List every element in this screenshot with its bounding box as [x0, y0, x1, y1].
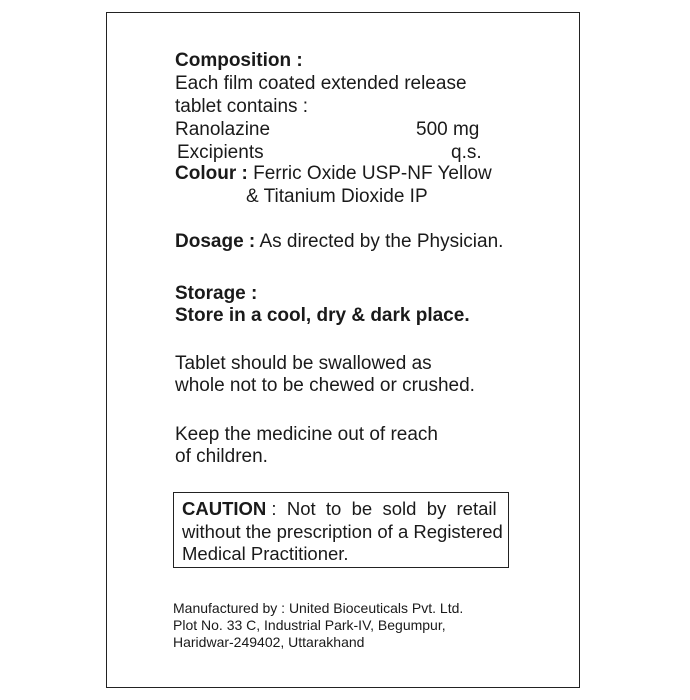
caution-line-1-text: : Not to be sold by retail [271, 498, 497, 519]
manufacturer-line-3: Haridwar-249402, Uttarakhand [173, 634, 365, 650]
colour-label: Colour : [175, 163, 248, 184]
dosage-text: As directed by the Physician. [259, 231, 504, 252]
composition-line-2: tablet contains : [175, 96, 309, 117]
keep-line-1: Keep the medicine out of reach [175, 424, 439, 445]
swallow-line-2: whole not to be chewed or crushed. [175, 375, 475, 396]
dosage-label: Dosage : [175, 231, 256, 252]
manufacturer-line-1: Manufactured by : United Bioceuticals Pvt. Ltd. [173, 600, 464, 616]
ingredient-amount: 500 mg [416, 119, 480, 140]
colour-value-2: & Titanium Dioxide IP [246, 186, 428, 207]
caution-line-2: without the prescription of a Registered [182, 521, 503, 542]
keep-line-2: of children. [175, 446, 268, 467]
caution-label: CAUTION [182, 498, 267, 519]
caution-box [173, 492, 509, 568]
manufacturer-line-2: Plot No. 33 C, Industrial Park-IV, Begumpur, [173, 617, 446, 633]
swallow-line-1: Tablet should be swallowed as [175, 353, 432, 374]
colour-value-1: Ferric Oxide USP-NF Yellow [253, 163, 492, 184]
caution-line-3: Medical Practitioner. [182, 543, 349, 564]
composition-line-1: Each film coated extended release [175, 73, 467, 94]
dosage-line [175, 231, 503, 253]
colour-line-1 [175, 163, 492, 185]
ingredient-amount: q.s. [451, 142, 482, 163]
composition-heading: Composition : [175, 50, 303, 71]
storage-text: Store in a cool, dry & dark place. [175, 305, 470, 326]
storage-heading: Storage : [175, 283, 258, 304]
caution-line-1 [182, 498, 497, 520]
ingredient-name: Ranolazine [175, 119, 271, 140]
ingredient-name: Excipients [177, 142, 264, 163]
